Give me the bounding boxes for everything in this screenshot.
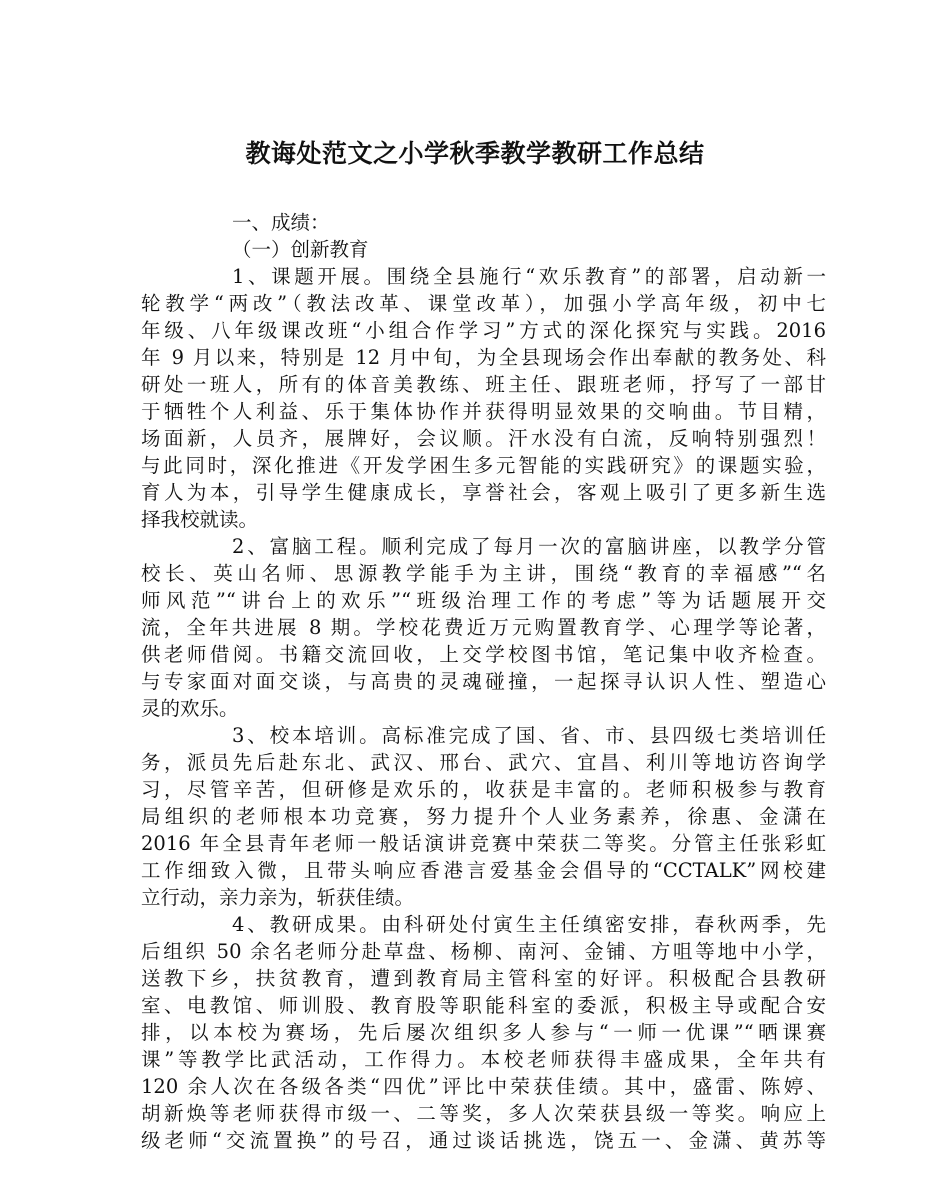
document-body bbox=[141, 209, 826, 1154]
text-line: 与专家面对面交谈，与高贵的灵魂碰撞，一起探寻认识人性、塑造心 bbox=[141, 670, 826, 693]
text-line: 师风范”“讲台上的欢乐”“班级治理工作的考虑”等为话题展开交 bbox=[141, 589, 826, 612]
text-line: 级老师“交流置换”的号召，通过谈话挑选，饶五一、金潇、黄苏等 bbox=[141, 1129, 826, 1152]
text-line: 胡新焕等老师获得市级一、二等奖，多人次荣获县级一等奖。响应上 bbox=[141, 1102, 826, 1125]
text-line: 场面新，人员齐，展牌好，会议顺。汗水没有白流，反响特别强烈！ bbox=[141, 427, 826, 450]
text-line: 1、课题开展。围绕全县施行“欢乐教育”的部署，启动新一 bbox=[232, 265, 826, 288]
text-line: 习，尽管辛苦，但研修是欢乐的，收获是丰富的。老师积极参与教育 bbox=[141, 778, 826, 801]
text-line: 供老师借阅。书籍交流回收，上交学校图书馆，笔记集中收齐检查。 bbox=[141, 643, 826, 666]
text-line: 年级、八年级课改班“小组合作学习”方式的深化探究与实践。2016 bbox=[141, 319, 826, 342]
text-line: 务，派员先后赴东北、武汉、邢台、武穴、宜昌、利川等地访咨询学 bbox=[141, 751, 826, 774]
text-line: 课”等教学比武活动，工作得力。本校老师获得丰盛成果，全年共有 bbox=[141, 1048, 826, 1071]
text-line: 局组织的老师根本功竞赛，努力提升个人业务素养，徐惠、金潇在 bbox=[141, 805, 826, 828]
text-line: 研处一班人，所有的体音美教练、班主任、跟班老师，抒写了一部甘 bbox=[141, 373, 826, 396]
text-line: 2、富脑工程。顺利完成了每月一次的富脑讲座，以教学分管 bbox=[232, 535, 826, 558]
text-line: 排，以本校为赛场，先后屡次组织多人参与“一师一优课”“晒课赛 bbox=[141, 1021, 826, 1044]
text-line: 3、校本培训。高标准完成了国、省、市、县四级七类培训任 bbox=[232, 724, 826, 747]
text-line: 校长、英山名师、思源教学能手为主讲，围绕“教育的幸福感”“名 bbox=[141, 562, 826, 585]
text-line: 轮教学“两改”（教法改革、课堂改革），加强小学高年级，初中七 bbox=[141, 292, 826, 315]
text-line: 与此同时，深化推进《开发学困生多元智能的实践研究》的课题实验， bbox=[141, 454, 826, 477]
text-line: 灵的欢乐。 bbox=[141, 697, 239, 720]
text-line: 后组织 50 余名老师分赴草盘、杨柳、南河、金铺、方咀等地中小学， bbox=[141, 940, 826, 963]
text-line: 择我校就读。 bbox=[141, 508, 259, 531]
text-line: 育人为本，引导学生健康成长，享誉社会，客观上吸引了更多新生选 bbox=[141, 481, 826, 504]
text-line: 流，全年共进展 8 期。学校花费近万元购置教育学、心理学等论著， bbox=[141, 616, 826, 639]
text-line: 120 余人次在各级各类“四优”评比中荣获佳绩。其中，盛雷、陈婷、 bbox=[141, 1075, 826, 1098]
text-line: 室、电教馆、师训股、教育股等职能科室的委派，积极主导或配合安 bbox=[141, 994, 826, 1017]
text-line: 工作细致入微，且带头响应香港言爱基金会倡导的“CCTALK”网校建 bbox=[141, 859, 826, 882]
text-line: 2016 年全县青年老师一般话演讲竞赛中荣获二等奖。分管主任张彩虹 bbox=[141, 832, 826, 855]
text-line: （一）创新教育 bbox=[232, 238, 369, 261]
text-line: 一、成绩： bbox=[232, 211, 330, 234]
text-line: 4、教研成果。由科研处付寅生主任缜密安排，春秋两季，先 bbox=[232, 913, 826, 936]
document-title: 教诲处范文之小学秋季教学教研工作总结 bbox=[245, 139, 705, 168]
text-line: 立行动，亲力亲为，斩获佳绩。 bbox=[141, 886, 415, 909]
text-line: 送教下乡，扶贫教育，遭到教育局主管科室的好评。积极配合县教研 bbox=[141, 967, 826, 990]
text-line: 年 9 月以来，特别是 12 月中旬，为全县现场会作出奉献的教务处、科 bbox=[141, 346, 826, 369]
text-line: 于牺牲个人利益、乐于集体协作并获得明显效果的交响曲。节目精， bbox=[141, 400, 826, 423]
